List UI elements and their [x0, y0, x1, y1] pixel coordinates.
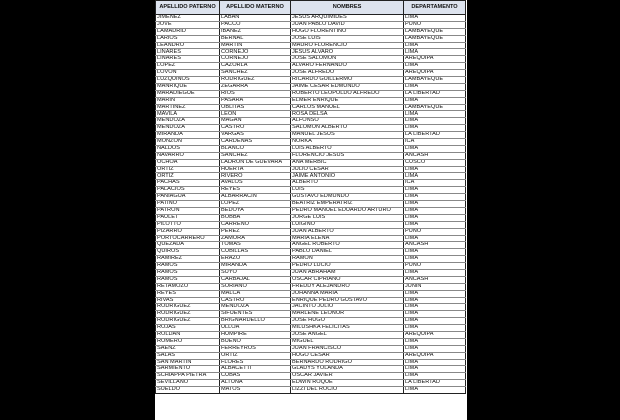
table-row	[156, 104, 466, 111]
table-row	[156, 21, 466, 28]
table-row	[156, 228, 466, 235]
cell-apellido-paterno: ORTIZ	[156, 173, 220, 180]
cell-nombres: JUAN ALBERTO	[291, 228, 404, 235]
table-row	[156, 132, 466, 139]
cell-departamento: PUNO	[404, 228, 466, 235]
cell-nombres: ANA MERBIC	[291, 159, 404, 166]
cell-apellido-paterno: RODRIGUEZ	[156, 304, 220, 311]
cell-nombres: JESUS ARQUIMIDES	[291, 15, 404, 22]
table-row	[156, 387, 466, 394]
cell-apellido-materno: PEREZ	[220, 228, 291, 235]
cell-departamento: LIMA	[404, 290, 466, 297]
table-row	[156, 297, 466, 304]
cell-apellido-paterno: RAMOS	[156, 263, 220, 270]
cell-apellido-paterno: JOVE	[156, 21, 220, 28]
table-row	[156, 207, 466, 214]
cell-apellido-materno: CASTRO	[220, 297, 291, 304]
cell-nombres: JAIME CESAR EDMUNDO	[291, 83, 404, 90]
table-row	[156, 49, 466, 56]
cell-departamento: LIMA	[404, 338, 466, 345]
cell-departamento: CUSCO	[404, 159, 466, 166]
table-row	[156, 352, 466, 359]
cell-nombres: MANUEL JESUS	[291, 132, 404, 139]
cell-nombres: MAURO FLORENCIO	[291, 42, 404, 49]
cell-apellido-paterno: MENDOZA	[156, 125, 220, 132]
table-row	[156, 173, 466, 180]
cell-apellido-paterno: MONZON	[156, 139, 220, 146]
cell-apellido-paterno: NALDOS	[156, 145, 220, 152]
cell-apellido-materno: CORNEJO	[220, 56, 291, 63]
cell-departamento: LIMA	[404, 297, 466, 304]
cell-apellido-paterno: SARMIENTO	[156, 366, 220, 373]
cell-apellido-materno: SORIANO	[220, 283, 291, 290]
table-row	[156, 187, 466, 194]
cell-apellido-paterno: LINARES	[156, 56, 220, 63]
cell-apellido-paterno: MANRIQUE	[156, 83, 220, 90]
cell-nombres: JOSE ANGEL	[291, 331, 404, 338]
cell-departamento: LIMA	[404, 111, 466, 118]
cell-apellido-paterno: ROJAS	[156, 325, 220, 332]
table-row	[156, 283, 466, 290]
cell-apellido-materno: ZEGARRA	[220, 83, 291, 90]
cell-nombres: JACINTO JULIO	[291, 304, 404, 311]
table-row	[156, 373, 466, 380]
cell-apellido-paterno: MENDOZA	[156, 118, 220, 125]
cell-departamento: LIMA	[404, 359, 466, 366]
cell-departamento: LIMA	[404, 118, 466, 125]
table-row	[156, 152, 466, 159]
cell-apellido-paterno: RIVAS	[156, 297, 220, 304]
cell-apellido-paterno: PACHAS	[156, 180, 220, 187]
cell-apellido-paterno: ORTIZ	[156, 166, 220, 173]
table-row	[156, 125, 466, 132]
cell-apellido-materno: RODRIGUEZ	[220, 77, 291, 84]
cell-apellido-paterno: NAVARRO	[156, 152, 220, 159]
cell-apellido-materno: MENDOZA	[220, 304, 291, 311]
cell-departamento: LIMA	[404, 15, 466, 22]
cell-apellido-materno: MIRANDA	[220, 263, 291, 270]
cell-departamento: LIMA	[404, 318, 466, 325]
cell-departamento: LIMA	[404, 83, 466, 90]
cell-apellido-paterno: LUZQUIÑOS	[156, 77, 220, 84]
cell-nombres: MIGUEL	[291, 338, 404, 345]
cell-apellido-materno: CARBAJAL	[220, 276, 291, 283]
cell-departamento: LIMA	[404, 63, 466, 70]
cell-departamento: LIMA	[404, 97, 466, 104]
cell-departamento: LAMBAYEQUE	[404, 104, 466, 111]
cell-departamento: LIMA	[404, 173, 466, 180]
cell-apellido-paterno: SUELDO	[156, 387, 220, 394]
cell-departamento: LIMA	[404, 366, 466, 373]
cell-apellido-paterno: MARIN	[156, 97, 220, 104]
cell-apellido-paterno: RODRIGUEZ	[156, 311, 220, 318]
table-row	[156, 201, 466, 208]
cell-nombres: LIZZI DEL ROCIO	[291, 387, 404, 394]
cell-nombres: ALFONSO	[291, 118, 404, 125]
cell-departamento: AREQUIPA	[404, 331, 466, 338]
cell-apellido-materno: MARTIN	[220, 42, 291, 49]
cell-departamento: LA LIBERTAD	[404, 380, 466, 387]
cell-apellido-paterno: MIRANDA	[156, 132, 220, 139]
cell-departamento: LIMA	[404, 49, 466, 56]
cell-nombres: JOHANNA MARIA	[291, 290, 404, 297]
cell-apellido-paterno: RAMOS	[156, 276, 220, 283]
cell-nombres: ELMER ENRIQUE	[291, 97, 404, 104]
table-row	[156, 111, 466, 118]
cell-apellido-materno: CARDENAS	[220, 139, 291, 146]
header-nombres: NOMBRES	[291, 1, 404, 15]
cell-departamento: LIMA	[404, 311, 466, 318]
cell-nombres: JOSE SALOMON	[291, 56, 404, 63]
cell-apellido-materno: LADRON DE GUEVARA	[220, 159, 291, 166]
cell-apellido-materno: MATOS	[220, 387, 291, 394]
table-row	[156, 380, 466, 387]
table-row	[156, 249, 466, 256]
cell-nombres: HUGO CESAR	[291, 352, 404, 359]
cell-departamento: LAMBAYEQUE	[404, 28, 466, 35]
cell-nombres: JOSE LUIS	[291, 35, 404, 42]
cell-apellido-paterno: OCHOA	[156, 159, 220, 166]
table-row	[156, 145, 466, 152]
cell-apellido-materno: CORNEJO	[220, 49, 291, 56]
cell-departamento: LIMA	[404, 373, 466, 380]
cell-apellido-materno: VARGAS	[220, 132, 291, 139]
header-departamento: DEPARTAMENTO	[404, 1, 466, 15]
cell-nombres: JORGE LUIS	[291, 214, 404, 221]
cell-apellido-materno: HUMPIRE	[220, 331, 291, 338]
cell-nombres: RICARDO GUILLERMO	[291, 77, 404, 84]
table-row	[156, 56, 466, 63]
cell-apellido-materno: MALCA	[220, 290, 291, 297]
table-row	[156, 97, 466, 104]
table-row	[156, 42, 466, 49]
cell-nombres: NORKA	[291, 139, 404, 146]
cell-apellido-paterno: QUEZADA	[156, 242, 220, 249]
table-row	[156, 28, 466, 35]
table-row	[156, 15, 466, 22]
cell-apellido-materno: CAZORLA	[220, 63, 291, 70]
cell-apellido-materno: ALTUNA	[220, 380, 291, 387]
table-header-row	[156, 1, 466, 15]
table-row	[156, 214, 466, 221]
cell-apellido-paterno: PAULET	[156, 214, 220, 221]
table-row	[156, 325, 466, 332]
cell-departamento: LIMA	[404, 207, 466, 214]
table-row	[156, 311, 466, 318]
cell-apellido-paterno: PILOTTO	[156, 221, 220, 228]
cell-apellido-materno: LOPEZ	[220, 201, 291, 208]
table-row	[156, 345, 466, 352]
cell-apellido-paterno: LEANDRO	[156, 42, 220, 49]
cell-departamento: LIMA	[404, 166, 466, 173]
table-row	[156, 366, 466, 373]
cell-apellido-materno: HUERTA	[220, 166, 291, 173]
cell-nombres: JULIO CESAR	[291, 166, 404, 173]
cell-apellido-paterno: PANIAGUA	[156, 194, 220, 201]
cell-nombres: ALBERTO	[291, 180, 404, 187]
cell-apellido-paterno: RETAMOZO	[156, 283, 220, 290]
cell-apellido-materno: IBAÑEZ	[220, 28, 291, 35]
cell-nombres: MILUSHKA FELICITAS	[291, 325, 404, 332]
table-row	[156, 318, 466, 325]
cell-apellido-paterno: PORTOCARRERO	[156, 235, 220, 242]
cell-apellido-paterno: RAMOS	[156, 269, 220, 276]
cell-nombres: CARLOS MANUEL	[291, 104, 404, 111]
cell-apellido-paterno: ROLDAN	[156, 331, 220, 338]
cell-apellido-materno: RIVERO	[220, 173, 291, 180]
cell-departamento: PUNO	[404, 263, 466, 270]
cell-apellido-paterno: JIMENEZ	[156, 15, 220, 22]
cell-departamento: LA LIBERTAD	[404, 132, 466, 139]
cell-nombres: PABLO DANIEL	[291, 249, 404, 256]
table-row	[156, 256, 466, 263]
cell-apellido-paterno: MARTINEZ	[156, 104, 220, 111]
cell-nombres: FREDDY ALEJANDRO	[291, 283, 404, 290]
cell-departamento: AREQUIPA	[404, 56, 466, 63]
cell-nombres: JUAN FRANCISCO	[291, 345, 404, 352]
table-row	[156, 118, 466, 125]
cell-nombres: BEATRIZ EMPERATRIZ	[291, 201, 404, 208]
cell-nombres: MARIA ELENA	[291, 235, 404, 242]
cell-apellido-paterno: LAMADRID	[156, 28, 220, 35]
table-row	[156, 166, 466, 173]
table-body	[156, 15, 466, 394]
cell-apellido-paterno: MARADIEGUE	[156, 90, 220, 97]
cell-apellido-materno: AVALOS	[220, 180, 291, 187]
cell-apellido-materno: LEON	[220, 111, 291, 118]
cell-departamento: AREQUIPA	[404, 352, 466, 359]
cell-departamento: LIMA	[404, 187, 466, 194]
cell-apellido-materno: ERAZO	[220, 256, 291, 263]
table-row	[156, 242, 466, 249]
cell-apellido-materno: RIOS	[220, 90, 291, 97]
cell-apellido-materno: BOBBA	[220, 214, 291, 221]
cell-apellido-paterno: PIZARRO	[156, 228, 220, 235]
cell-apellido-materno: SANCHEZ	[220, 152, 291, 159]
cell-apellido-materno: OBLITAS	[220, 104, 291, 111]
cell-apellido-materno: BERNAL	[220, 35, 291, 42]
cell-departamento: AREQUIPA	[404, 70, 466, 77]
cell-departamento: LIMA	[404, 145, 466, 152]
cell-apellido-paterno: SAENZ	[156, 345, 220, 352]
cell-nombres: LUIGINO	[291, 221, 404, 228]
cell-apellido-materno: PACCO	[220, 21, 291, 28]
cell-apellido-paterno: MAVILA	[156, 111, 220, 118]
cell-nombres: FLORENCIO JESUS	[291, 152, 404, 159]
cell-nombres: HUGO FLORENTINO	[291, 28, 404, 35]
cell-apellido-materno: MAGAN	[220, 118, 291, 125]
cell-apellido-materno: ULLOA	[220, 325, 291, 332]
cell-apellido-materno: ORTIZ	[220, 352, 291, 359]
table-row	[156, 139, 466, 146]
table-row	[156, 276, 466, 283]
table-row	[156, 194, 466, 201]
cell-apellido-materno: FLORES	[220, 359, 291, 366]
cell-nombres: LUIS	[291, 187, 404, 194]
table-row	[156, 263, 466, 270]
cell-apellido-paterno: SALAS	[156, 352, 220, 359]
cell-nombres: GUSTAVO EDMUNDO	[291, 194, 404, 201]
cell-apellido-materno: ALBACETTI	[220, 366, 291, 373]
cell-departamento: LIMA	[404, 214, 466, 221]
cell-departamento: LIMA	[404, 201, 466, 208]
cell-apellido-paterno: LINARES	[156, 49, 220, 56]
names-table	[155, 0, 466, 394]
document-page	[155, 0, 467, 420]
cell-nombres: BERNARDO RODRIGO	[291, 359, 404, 366]
cell-apellido-materno: ZAMORA	[220, 235, 291, 242]
header-apellido-materno: APELLIDO MATERNO	[220, 1, 291, 15]
cell-nombres: LUIS ALBERTO	[291, 145, 404, 152]
cell-apellido-materno: CUBILLAS	[220, 249, 291, 256]
cell-departamento: LIMA	[404, 194, 466, 201]
cell-nombres: ANGEL ROBERTO	[291, 242, 404, 249]
cell-departamento: LA LIBERTAD	[404, 90, 466, 97]
cell-nombres: ENRIQUE PEDRO GUSTAVO	[291, 297, 404, 304]
cell-apellido-paterno: LARIOS	[156, 35, 220, 42]
table-row	[156, 77, 466, 84]
cell-apellido-paterno: QUIROS	[156, 249, 220, 256]
cell-departamento: LIMA	[404, 387, 466, 394]
cell-nombres: ROBERTO LEOPOLDO ALFREDO	[291, 90, 404, 97]
cell-apellido-materno: BRIGNARDELLO	[220, 318, 291, 325]
cell-apellido-materno: PASARA	[220, 97, 291, 104]
cell-nombres: JUAN ABRAHAM	[291, 269, 404, 276]
table-row	[156, 304, 466, 311]
cell-departamento: LIMA	[404, 221, 466, 228]
cell-apellido-paterno: PALACIOS	[156, 187, 220, 194]
cell-nombres: JOSE HUGO	[291, 318, 404, 325]
cell-nombres: SALOMON ALBERTO	[291, 125, 404, 132]
cell-departamento: PUNO	[404, 21, 466, 28]
cell-departamento: LAMBAYEQUE	[404, 77, 466, 84]
table-row	[156, 83, 466, 90]
table-row	[156, 159, 466, 166]
cell-apellido-paterno: SCHIAPPA PIETRA	[156, 373, 220, 380]
cell-apellido-materno: FERREYROS	[220, 345, 291, 352]
cell-departamento: LAMBAYEQUE	[404, 35, 466, 42]
table-row	[156, 359, 466, 366]
cell-departamento: LIMA	[404, 125, 466, 132]
cell-apellido-materno: BUENO	[220, 338, 291, 345]
cell-nombres: GLADYS YOLANDA	[291, 366, 404, 373]
cell-nombres: JAIME ANTONIO	[291, 173, 404, 180]
cell-nombres: OSCAR CIPRIANO	[291, 276, 404, 283]
cell-apellido-materno: CASTRO	[220, 125, 291, 132]
cell-departamento: LIMA	[404, 249, 466, 256]
cell-apellido-materno: REYES	[220, 187, 291, 194]
cell-nombres: RAMON	[291, 256, 404, 263]
cell-nombres: JOSE ALFREDO	[291, 70, 404, 77]
cell-apellido-materno: ALBARRACIN	[220, 194, 291, 201]
cell-departamento: LIMA	[404, 345, 466, 352]
cell-apellido-paterno: REYES	[156, 290, 220, 297]
table-row	[156, 180, 466, 187]
header-apellido-paterno: APELLIDO PATERNO	[156, 1, 220, 15]
cell-apellido-paterno: LOVON	[156, 70, 220, 77]
cell-departamento: LIMA	[404, 42, 466, 49]
table-row	[156, 35, 466, 42]
cell-nombres: JUAN PABLO DAVID	[291, 21, 404, 28]
cell-apellido-materno: CUBAS	[220, 373, 291, 380]
cell-departamento: LIMA	[404, 256, 466, 263]
cell-departamento: LIMA	[404, 325, 466, 332]
cell-departamento: ANCASH	[404, 242, 466, 249]
cell-apellido-materno: SANCHEZ	[220, 70, 291, 77]
cell-departamento: JUNIN	[404, 283, 466, 290]
cell-nombres: EDWIN ROQUE	[291, 380, 404, 387]
table-row	[156, 90, 466, 97]
cell-apellido-materno: BEDOYA	[220, 207, 291, 214]
table-row	[156, 269, 466, 276]
cell-nombres: ROSA DELSA	[291, 111, 404, 118]
cell-apellido-paterno: PATRON	[156, 207, 220, 214]
table-row	[156, 63, 466, 70]
cell-departamento: LIMA	[404, 304, 466, 311]
cell-nombres: MARLENE LEONOR	[291, 311, 404, 318]
cell-apellido-paterno: PATIÑO	[156, 201, 220, 208]
cell-apellido-materno: SUYO	[220, 269, 291, 276]
cell-apellido-paterno: RODRIGUEZ	[156, 318, 220, 325]
cell-apellido-materno: LABAN	[220, 15, 291, 22]
cell-departamento: ANCASH	[404, 152, 466, 159]
cell-departamento: ANCASH	[404, 276, 466, 283]
table-row	[156, 221, 466, 228]
cell-departamento: ICA	[404, 180, 466, 187]
cell-nombres: PEDRO MANUEL EDUARDO ARTURO	[291, 207, 404, 214]
cell-departamento: LIMA	[404, 269, 466, 276]
cell-apellido-paterno: SAN MARTIN	[156, 359, 220, 366]
cell-departamento: LIMA	[404, 235, 466, 242]
cell-nombres: OSCAR JAVIER	[291, 373, 404, 380]
cell-apellido-materno: BLANCO	[220, 145, 291, 152]
table-row	[156, 331, 466, 338]
table-row	[156, 290, 466, 297]
cell-apellido-paterno: RAMIREZ	[156, 256, 220, 263]
table-row	[156, 70, 466, 77]
cell-apellido-paterno: ROMERO	[156, 338, 220, 345]
cell-apellido-paterno: LOPEZ	[156, 63, 220, 70]
cell-nombres: PEDRO LUCIO	[291, 263, 404, 270]
table-row	[156, 338, 466, 345]
cell-apellido-materno: SIFUENTES	[220, 311, 291, 318]
cell-nombres: ALVARO FERNANDO	[291, 63, 404, 70]
cell-apellido-materno: CARREÑO	[220, 221, 291, 228]
cell-nombres: JESUS ALVARO	[291, 49, 404, 56]
cell-apellido-materno: TOMAS	[220, 242, 291, 249]
cell-departamento: ICA	[404, 139, 466, 146]
table-row	[156, 235, 466, 242]
cell-apellido-paterno: SEVILLANO	[156, 380, 220, 387]
